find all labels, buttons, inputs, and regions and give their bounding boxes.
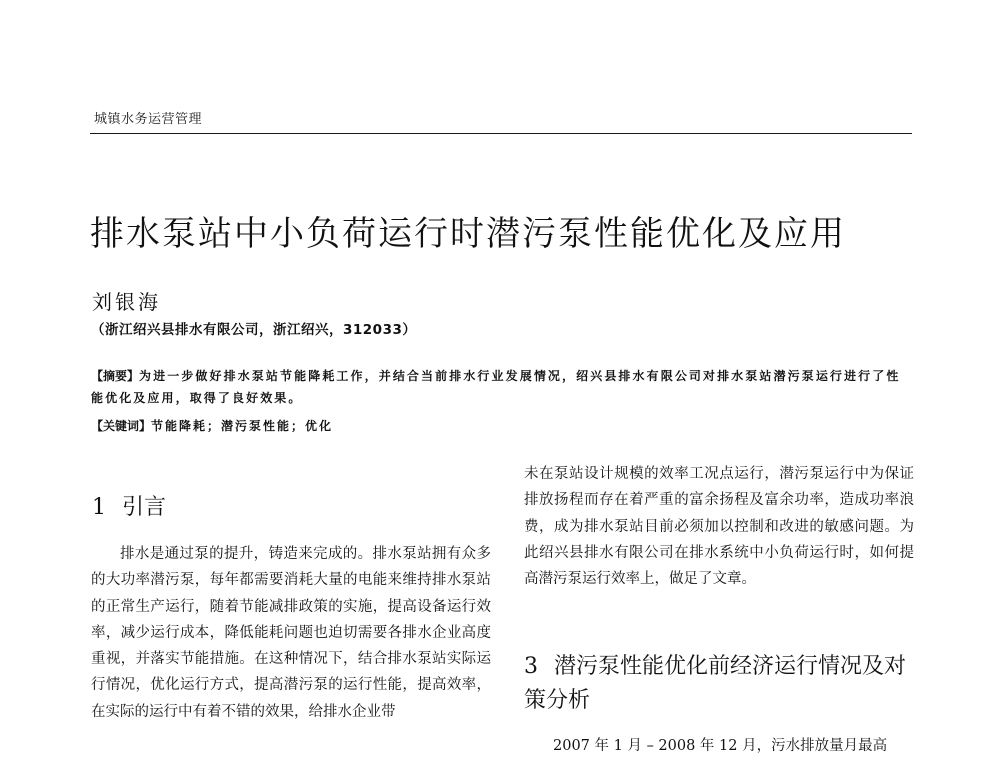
keywords-label: 【关键词】 <box>91 419 152 433</box>
abstract-label: 【摘要】 <box>91 369 140 383</box>
continuation-paragraph: 未在泵站设计规模的效率工况点运行，潜污泵运行中为保证排放扬程而存在着严重的富余扬程及富余功率，造成功率浪费，成为排水泵站目前必须加以控制和改进的敏感问题。为此绍兴县排水有限公司在排水系统中小负荷运行时，如何提高潜污泵运行效率上，做足了文章。 <box>524 466 914 588</box>
section-number: 1 <box>92 495 106 520</box>
abstract <box>91 365 913 409</box>
keywords <box>91 417 333 434</box>
section-title: 潜污泵性能优化前经济运行情况及对策分析 <box>524 654 907 713</box>
left-column-body <box>91 541 491 725</box>
section-heading-analysis <box>524 650 924 718</box>
analysis-paragraph: 2007 年 1 月 – 2008 年 12 月，污水排放量月最高 <box>553 738 888 754</box>
right-column-body <box>524 461 914 592</box>
header-rule <box>90 133 912 134</box>
running-header: 城镇水务运营管理 <box>94 112 203 127</box>
section-heading-intro <box>92 490 166 521</box>
keywords-text: 节能降耗；潜污泵性能；优化 <box>151 419 334 433</box>
intro-paragraph: 排水是通过泵的提升，铸造来完成的。排水泵站拥有众多的大功率潜污泵，每年都需要消耗大量的电能来维持排水泵站的正常生产运行，随着节能减排政策的实施，提高设备运行效率，减少运行成本，降低能耗问题也迫切需要各排水企业高度重视，并落实节能措施。在这种情况下，结合排水泵站实际运行情况，优化运行方式，提高潜污泵的运行性能，提高效率，在实际的运行中有着不错的效果，给排水企业带 <box>91 546 491 720</box>
section-title: 引言 <box>122 495 167 520</box>
author-name: 刘银海 <box>92 290 161 314</box>
right-column-body-continued <box>524 733 914 759</box>
abstract-text: 为进一步做好排水泵站节能降耗工作，并结合当前排水行业发展情况，绍兴县排水有限公司对排水泵站潜污泵运行进行了性能优化及应用，取得了良好效果。 <box>91 369 901 405</box>
section-number: 3 <box>524 654 538 679</box>
author-affiliation: （浙江绍兴县排水有限公司，浙江绍兴，312033） <box>91 322 417 338</box>
article-title: 排水泵站中小负荷运行时潜污泵性能优化及应用 <box>90 214 846 254</box>
